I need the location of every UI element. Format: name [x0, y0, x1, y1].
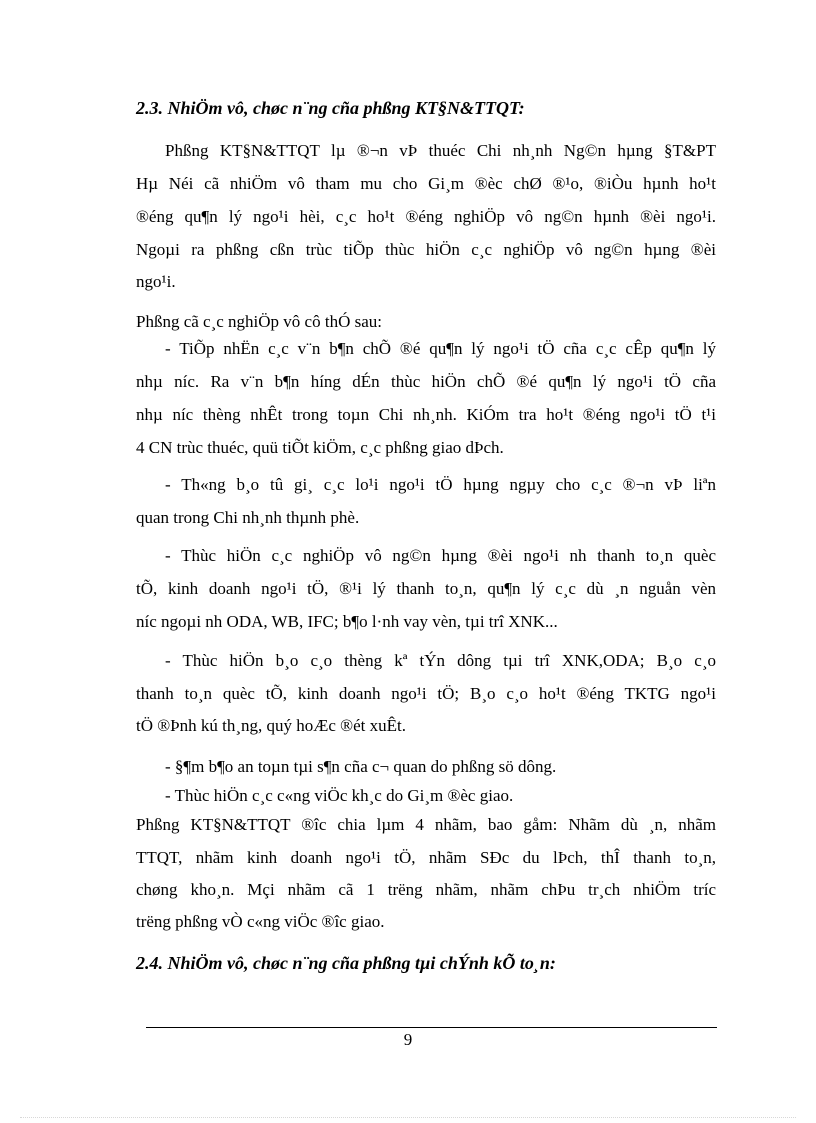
paragraph-3-line-2: TTQT, nhãm kinh doanh ngo¹i tÖ, nhãm SÐc du lÞch, thÎ thanh to¸n,	[136, 848, 716, 867]
bullet-1-line-4: 4 CN trùc thuéc, quü tiÕt kiÖm, c¸c phßng giao dÞch.	[136, 438, 504, 457]
bullet-3-line-2: tÕ, kinh doanh ngo¹i tÖ, ®¹i lý thanh to¸n, qu¶n lý c¸c dù ¸n nguån vèn	[136, 579, 716, 598]
paragraph-1-line-1: Phßng KT§N&TTQT lµ ®¬n vÞ thuéc Chi nh¸nh Ng©n hµng §T&PT	[165, 141, 716, 160]
bullet-5: - §¶m b¶o an toµn tµi s¶n cña c¬ quan do phßng sö dông.	[165, 757, 557, 776]
bullet-3-line-1: - Thùc hiÖn c¸c nghiÖp vô ng©n hµng ®èi ngo¹i nh thanh to¸n quèc	[165, 546, 716, 565]
paragraph-1-line-3: ®éng qu¶n lý ngo¹i hèi, c¸c ho¹t ®éng nghiÖp vô ng©n hµnh ®èi ngo¹i.	[136, 207, 716, 226]
section-2-4-heading: 2.4. NhiÖm vô, chøc n¨ng cña phßng tµi chÝnh kÕ to¸n:	[136, 953, 556, 973]
bullet-1-line-1: - TiÕp nhËn c¸c v¨n b¶n chÕ ®é qu¶n lý ngo¹i tÖ cña c¸c cÊp qu¶n lý	[165, 339, 716, 358]
bullet-2-line-2: quan trong Chi nh¸nh thµnh phè.	[136, 508, 360, 527]
footer-divider	[146, 1027, 717, 1028]
bullet-2-line-1: - Th«ng b¸o tû gi¸ c¸c lo¹i ngo¹i tÖ hµng ngµy cho c¸c ®¬n vÞ liªn	[165, 475, 716, 494]
paragraph-1-line-4: Ngoµi ra phßng cßn trùc tiÕp thùc hiÖn c¸c nghiÖp vô ng©n hµng ®èi	[136, 240, 716, 259]
paragraph-3-line-4: trëng phßng vÒ c«ng viÖc ®îc giao.	[136, 912, 385, 931]
bullet-1-line-2: nhµ níc. Ra v¨n b¶n híng dÉn thùc hiÖn chÕ ®é qu¶n lý ngo¹i tÖ cña	[136, 372, 716, 391]
duties-intro: Phßng cã c¸c nghiÖp vô cô thÓ sau:	[136, 312, 382, 331]
paragraph-1-line-5: ngo¹i.	[136, 272, 176, 291]
paragraph-3-line-1: Phßng KT§N&TTQT ®îc chia lµm 4 nhãm, bao gåm: Nhãm dù ¸n, nhãm	[136, 815, 716, 834]
bullet-4-line-2: thanh to¸n quèc tÕ, kinh doanh ngo¹i tÖ; B¸o c¸o ho¹t ®éng TKTG ngo¹i	[136, 684, 716, 703]
section-2-3-heading: 2.3. NhiÖm vô, chøc n¨ng cña phßng KT§N&TTQT:	[136, 98, 525, 118]
bullet-3-line-3: níc ngoµi nh ODA, WB, IFC; b¶o l·nh vay vèn, tµi trî XNK...	[136, 612, 558, 631]
page-bottom-border	[20, 1117, 796, 1118]
page-number: 9	[403, 1030, 413, 1049]
paragraph-3-line-3: chøng kho¸n. Mçi nhãm cã 1 trëng nhãm, nhãm chÞu tr¸ch nhiÖm tríc	[136, 880, 716, 899]
bullet-6: - Thùc hiÖn c¸c c«ng viÖc kh¸c do Gi¸m ®èc giao.	[165, 786, 514, 805]
bullet-1-line-3: nhµ níc thèng nhÊt trong toµn Chi nh¸nh. KiÓm tra ho¹t ®éng ngo¹i tÖ t¹i	[136, 405, 716, 424]
bullet-4-line-3: tÖ ®Þnh kú th¸ng, quý hoÆc ®ét xuÊt.	[136, 716, 406, 735]
bullet-4-line-1: - Thùc hiÖn b¸o c¸o thèng kª tÝn dông tµi trî XNK,ODA; B¸o c¸o	[165, 651, 716, 670]
paragraph-1-line-2: Hµ Néi cã nhiÖm vô tham mu cho Gi¸m ®èc chØ ®¹o, ®iÒu hµnh ho¹t	[136, 174, 716, 193]
